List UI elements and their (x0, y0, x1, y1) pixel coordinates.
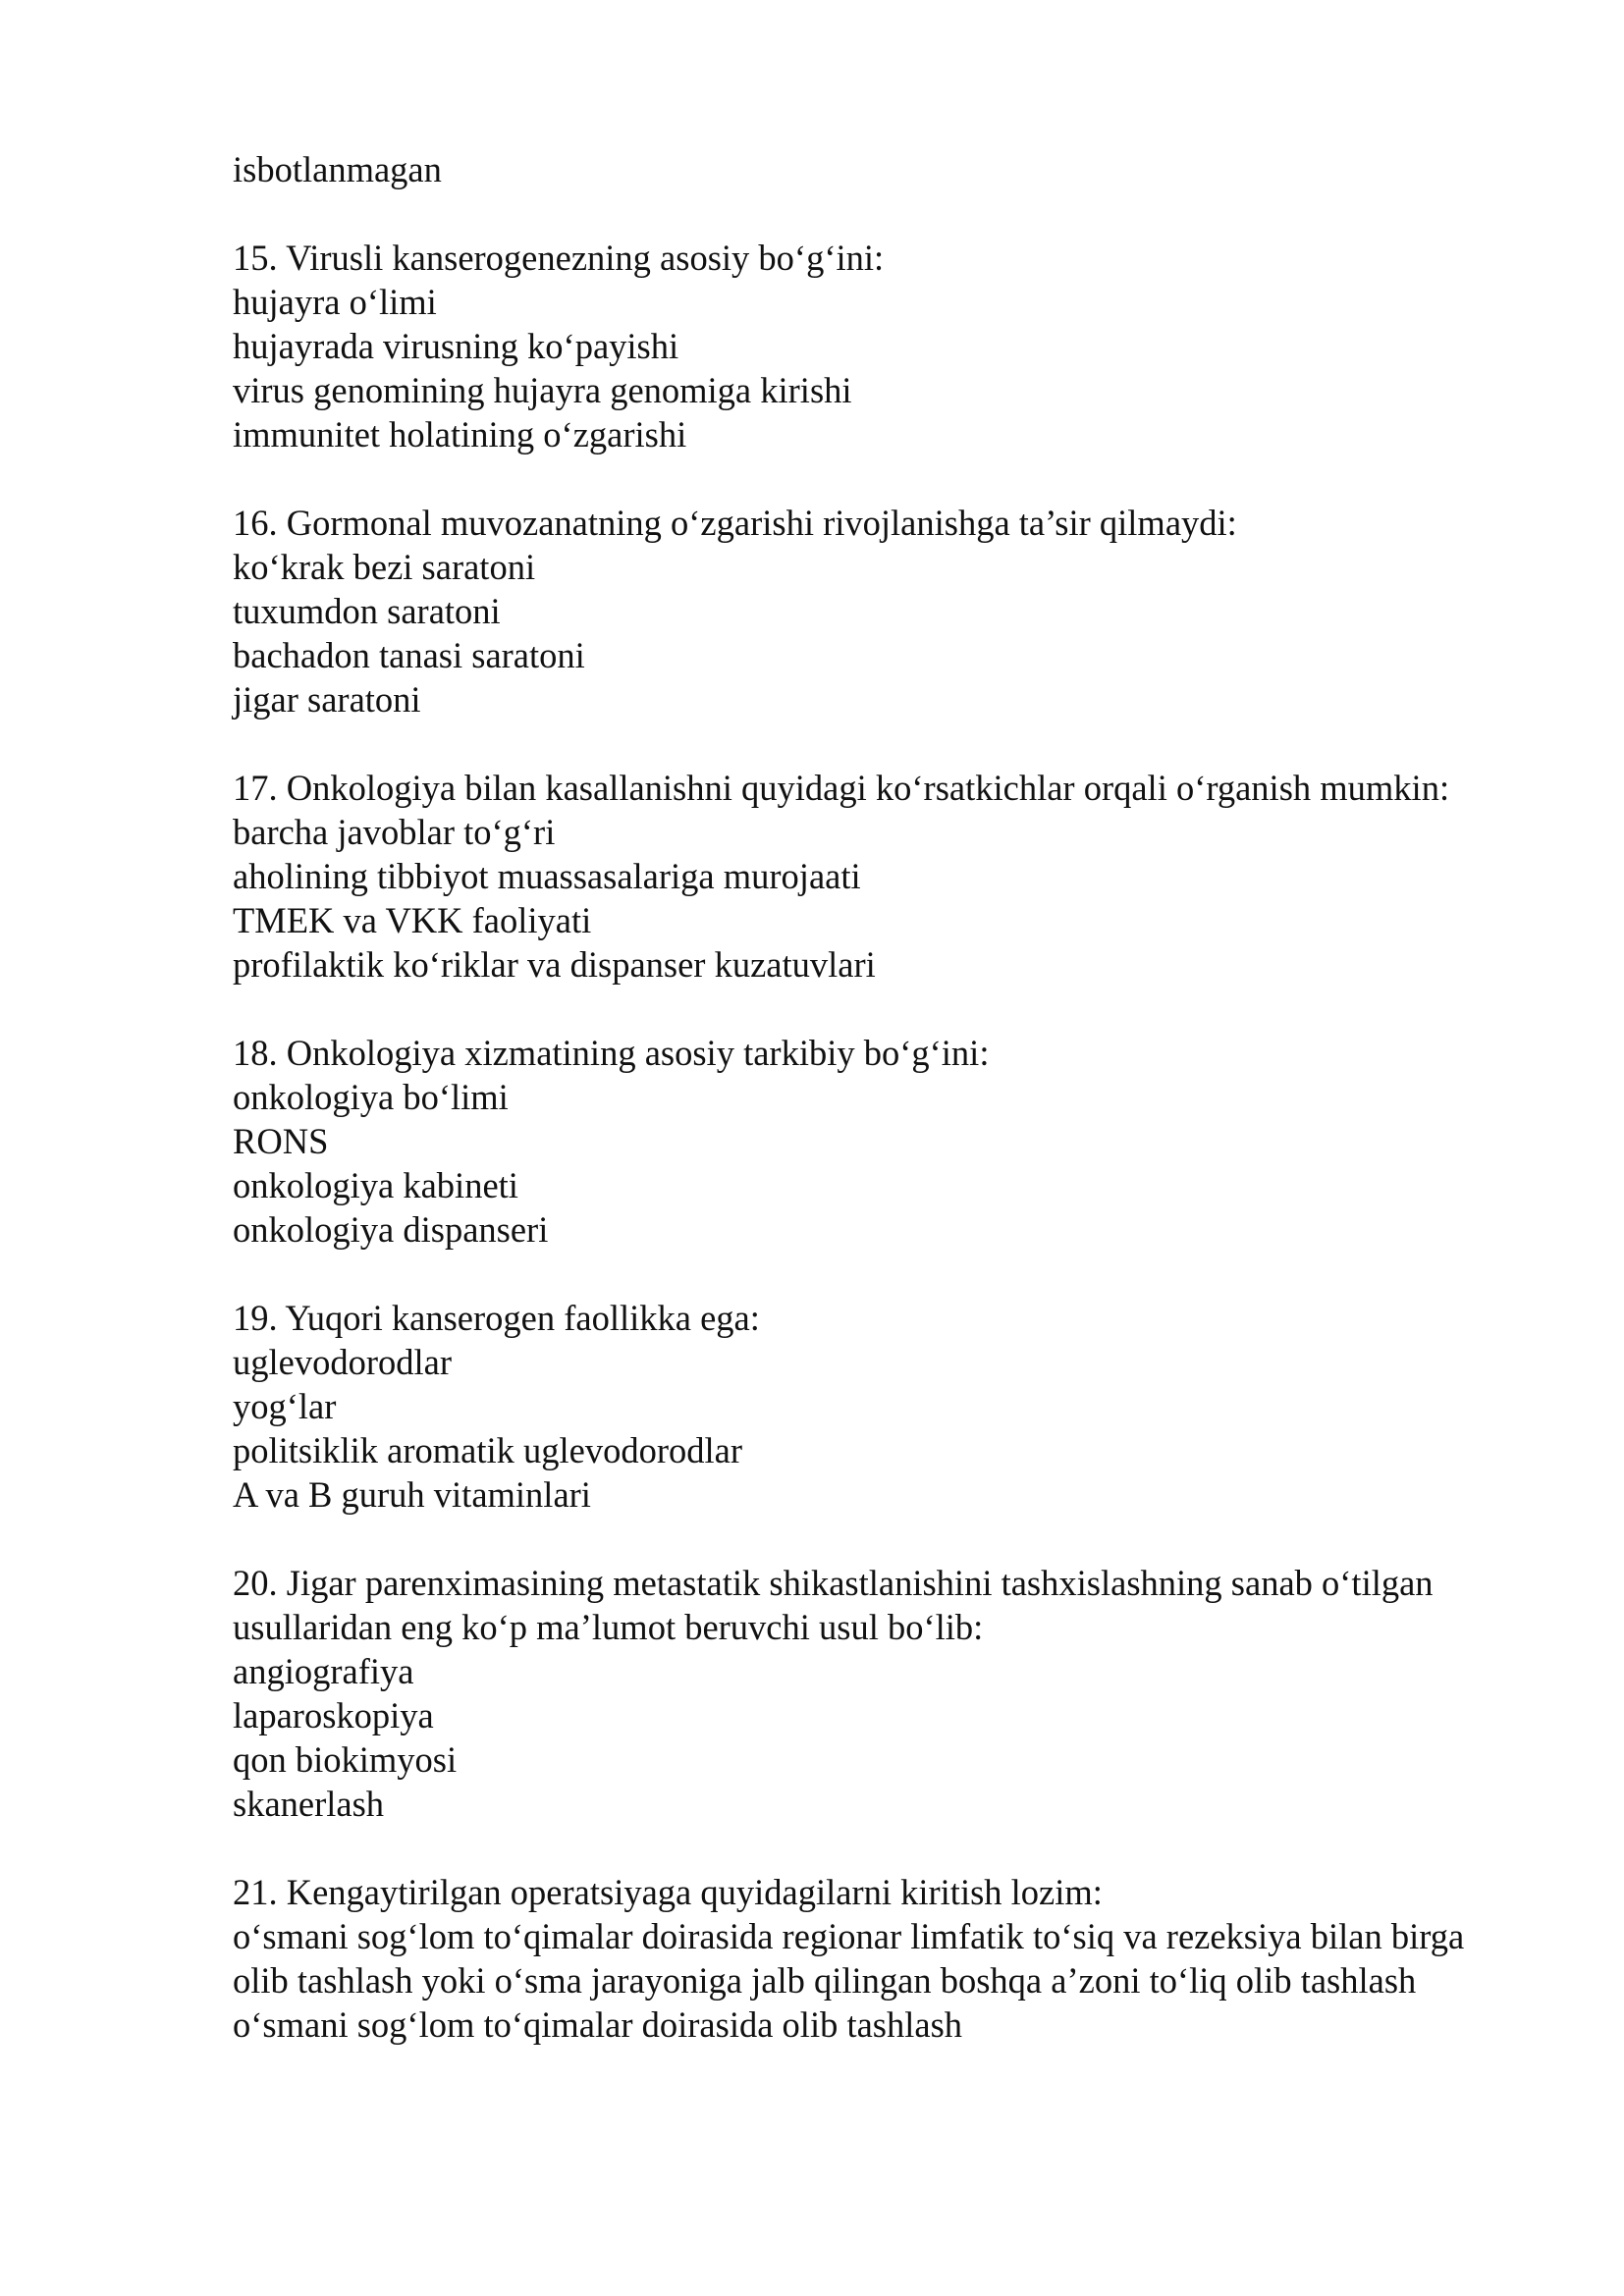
question-text: 16. Gormonal muvozanatning o‘zgarishi rivojlanishga ta’sir qilmaydi: (233, 503, 1237, 543)
answer-option: o‘smani sog‘lom to‘qimalar doirasida olib tashlash (233, 2004, 963, 2045)
question-21 (233, 1870, 1499, 2047)
question-19 (233, 1296, 1499, 1517)
question-15 (233, 236, 1499, 456)
answer-option: tuxumdon saratoni (233, 591, 501, 631)
answer-option: skanerlash (233, 1784, 385, 1824)
document-body (233, 147, 1499, 2047)
answer-option: barcha javoblar to‘g‘ri (233, 812, 556, 852)
question-text: 18. Onkologiya xizmatining asosiy tarkibiy bo‘g‘ini: (233, 1033, 990, 1073)
answer-option: virus genomining hujayra genomiga kirishi (233, 370, 852, 410)
question-text: 19. Yuqori kanserogen faollikka ega: (233, 1298, 760, 1338)
answer-option: hujayrada virusning ko‘payishi (233, 326, 679, 366)
answer-option: RONS (233, 1121, 329, 1161)
question-20 (233, 1561, 1499, 1826)
answer-option: immunitet holatining o‘zgarishi (233, 414, 687, 454)
question-text: 21. Kengaytirilgan operatsiyaga quyidagilarni kiritish lozim: (233, 1872, 1103, 1912)
answer-option: ko‘krak bezi saratoni (233, 547, 536, 587)
answer-option: o‘smani sog‘lom to‘qimalar doirasida regionar limfatik to‘siq va rezeksiya bilan birga olib tashlash yoki o‘sma jarayoniga jalb qilingan boshqa a’zoni to‘liq olib tashlash (233, 1916, 1465, 2001)
question-16 (233, 501, 1499, 721)
answer-option: bachadon tanasi saratoni (233, 635, 585, 675)
leading-text: isbotlanmagan (233, 149, 442, 189)
answer-option: uglevodorodlar (233, 1342, 452, 1382)
answer-option: hujayra o‘limi (233, 282, 437, 322)
question-17 (233, 766, 1499, 987)
answer-option: TMEK va VKK faoliyati (233, 900, 592, 940)
question-text: 17. Onkologiya bilan kasallanishni quyidagi ko‘rsatkichlar orqali o‘rganish mumkin: (233, 768, 1450, 808)
answer-option: yog‘lar (233, 1386, 337, 1426)
question-18 (233, 1031, 1499, 1252)
leading-text-block (233, 147, 1499, 191)
answer-option: profilaktik ko‘riklar va dispanser kuzatuvlari (233, 944, 876, 985)
answer-option: aholining tibbiyot muassasalariga murojaati (233, 856, 861, 896)
answer-option: A va B guruh vitaminlari (233, 1474, 591, 1515)
answer-option: onkologiya dispanseri (233, 1209, 549, 1250)
answer-option: politsiklik aromatik uglevodorodlar (233, 1430, 743, 1470)
answer-option: qon biokimyosi (233, 1739, 458, 1780)
answer-option: onkologiya bo‘limi (233, 1077, 509, 1117)
question-text: 15. Virusli kanserogenezning asosiy bo‘g‘ini: (233, 238, 885, 278)
answer-option: angiografiya (233, 1651, 414, 1691)
answer-option: laparoskopiya (233, 1695, 434, 1735)
answer-option: onkologiya kabineti (233, 1165, 518, 1205)
question-text: 20. Jigar parenximasining metastatik shikastlanishini tashxislashning sanab o‘tilgan usullaridan eng ko‘p ma’lumot beruvchi usul bo‘lib: (233, 1563, 1434, 1647)
answer-option: jigar saratoni (233, 679, 421, 720)
